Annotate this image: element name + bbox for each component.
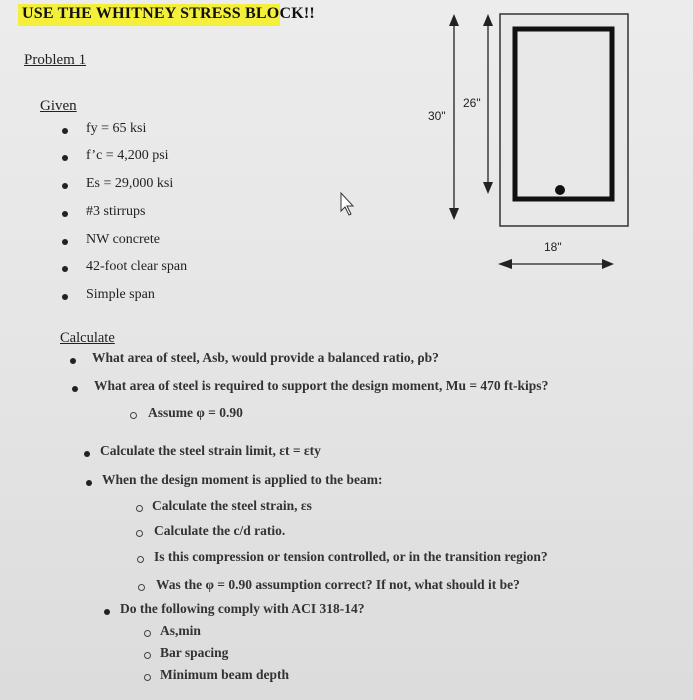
rebar-dot [555,185,565,195]
beam-outline [500,14,628,226]
page-title: USE THE WHITNEY STRESS BLOCK!! [22,5,315,22]
sub-bullet-icon [137,556,144,563]
given-heading: Given [40,98,77,114]
question-item: When the design moment is applied to the beam: [102,472,383,487]
question-item: Do the following comply with ACI 318-14? [120,601,365,616]
sub-bullet-icon [144,674,151,681]
bullet-icon [72,386,78,392]
overall-height-label: 30" [428,109,446,123]
bullet-icon [84,451,90,457]
question-item: Calculate the steel strain limit, εt = εty [100,443,321,458]
sub-bullet-icon [138,584,145,591]
problem-label: Problem 1 [24,52,87,68]
given-item: f’c = 4,200 psi [86,148,169,163]
question-subitem: Calculate the steel strain, εs [152,498,312,513]
question-subitem: Assume φ = 0.90 [148,405,243,420]
effective-depth-label: 26" [463,96,481,110]
given-item: fy = 65 ksi [86,121,147,136]
sub-bullet-icon [130,412,137,419]
question-subitem: Calculate the c/d ratio. [154,523,286,538]
question-subitem: Was the φ = 0.90 assumption correct? If not, what should it be? [156,577,520,592]
sub-bullet-icon [136,530,143,537]
question-subitem: As,min [160,623,201,638]
given-item: Simple span [86,287,155,302]
width-label: 18" [544,240,562,254]
bullet-icon [86,480,92,486]
bullet-icon [104,609,110,615]
given-item: #3 stirrups [86,204,146,219]
question-item: What area of steel, Asb, would provide a balanced ratio, ρb? [92,350,439,365]
bullet-icon [70,358,76,364]
cursor-icon [341,193,353,215]
sub-bullet-icon [144,652,151,659]
sub-bullet-icon [136,505,143,512]
given-item: Es = 29,000 ksi [86,176,174,191]
question-item: What area of steel is required to support the design moment, Mu = 470 ft-kips? [94,378,549,393]
question-subitem: Is this compression or tension controlled, or in the transition region? [154,549,548,564]
given-item: 42-foot clear span [86,259,188,274]
question-subitem: Bar spacing [160,645,229,660]
calculate-heading: Calculate [60,330,115,346]
given-item: NW concrete [86,232,160,247]
question-subitem: Minimum beam depth [160,667,290,682]
sub-bullet-icon [144,630,151,637]
